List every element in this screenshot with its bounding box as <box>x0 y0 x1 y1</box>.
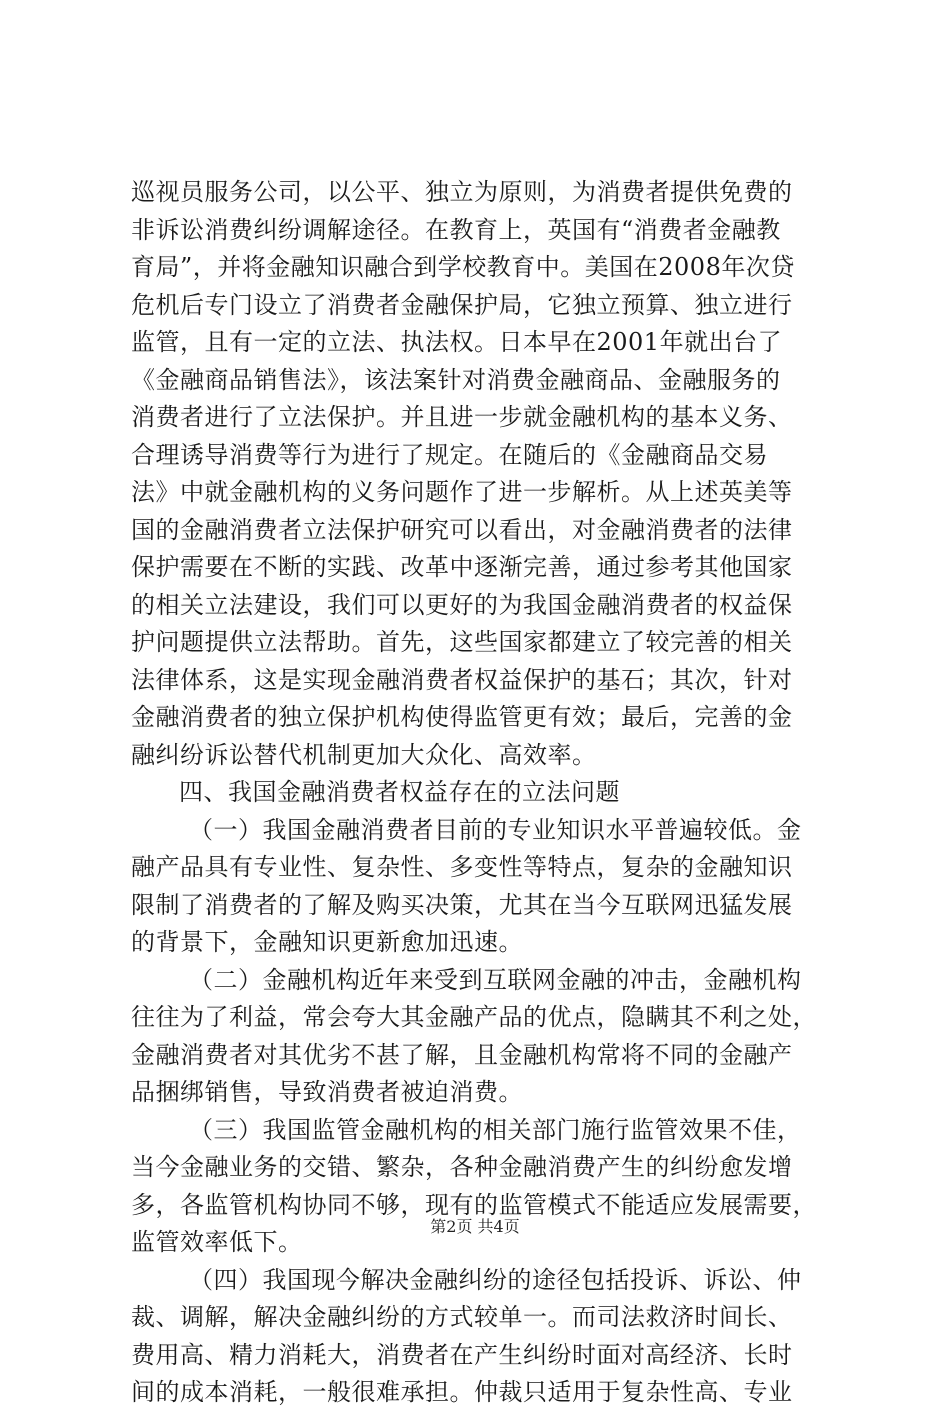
body-line: 《金融商品销售法》，该法案针对消费金融商品、金融服务的 <box>131 365 781 394</box>
body-line: 往往为了利益，常会夸大其金融产品的优点，隐瞒其不利之处， <box>131 1003 817 1031</box>
section-heading: 四、我国金融消费者权益存在的立法问题 <box>179 778 620 806</box>
body-line: 危机后专门设立了消费者金融保护局，它独立预算、独立进行 <box>131 290 793 319</box>
paragraph-first-line: （四）我国现今解决金融纠纷的途径包括投诉、诉讼、仲 <box>189 1265 802 1294</box>
page-number-footer: 第2页 共4页 <box>430 1217 520 1236</box>
paragraph-first-line: （二）金融机构近年来受到互联网金融的冲击，金融机构 <box>189 965 802 994</box>
body-line: 当今金融业务的交错、繁杂，各种金融消费产生的纠纷愈发增 <box>131 1153 793 1181</box>
body-line: 金融消费者对其优劣不甚了解，且金融机构常将不同的金融产 <box>131 1040 793 1069</box>
body-line: 护问题提供立法帮助。首先，这些国家都建立了较完善的相关 <box>131 628 793 656</box>
body-line: 多，各监管机构协同不够，现有的监管模式不能适应发展需要， <box>131 1190 817 1219</box>
body-line: 监管效率低下。 <box>131 1228 303 1256</box>
body-line: 国的金融消费者立法保护研究可以看出，对金融消费者的法律 <box>131 515 793 544</box>
body-line: 品捆绑销售，导致消费者被迫消费。 <box>131 1078 523 1106</box>
body-line: 育局”，并将金融知识融合到学校教育中。美国在2008年次贷 <box>131 253 795 281</box>
body-line: 间的成本消耗，一般很难承担。仲裁只适用于复杂性高、专业 <box>131 1378 793 1406</box>
body-line: 保护需要在不断的实践、改革中逐渐完善，通过参考其他国家 <box>131 553 793 581</box>
body-line: 非诉讼消费纠纷调解途径。在教育上，英国有“消费者金融教 <box>131 215 781 244</box>
body-line: 法律体系，这是实现金融消费者权益保护的基石；其次，针对 <box>131 665 793 694</box>
body-line: 消费者进行了立法保护。并且进一步就金融机构的基本义务、 <box>131 403 793 431</box>
body-line: 金融消费者的独立保护机构使得监管更有效；最后，完善的金 <box>131 703 793 731</box>
body-line: 费用高、精力消耗大，消费者在产生纠纷时面对高经济、长时 <box>131 1340 793 1369</box>
body-line: 的相关立法建设，我们可以更好的为我国金融消费者的权益保 <box>131 590 793 619</box>
body-line: 限制了消费者的了解及购买决策，尤其在当今互联网迅猛发展 <box>131 890 793 919</box>
body-line: 合理诱导消费等行为进行了规定。在随后的《金融商品交易 <box>131 440 768 469</box>
body-line: 裁、调解，解决金融纠纷的方式较单一。而司法救济时间长、 <box>131 1303 793 1331</box>
body-line: 融产品具有专业性、复杂性、多变性等特点，复杂的金融知识 <box>131 853 793 881</box>
body-line: 法》中就金融机构的义务问题作了进一步解析。从上述英美等 <box>131 478 793 506</box>
paragraph-first-line: （一）我国金融消费者目前的专业知识水平普遍较低。金 <box>189 815 802 844</box>
body-line: 巡视员服务公司，以公平、独立为原则，为消费者提供免费的 <box>131 178 793 206</box>
body-line: 融纠纷诉讼替代机制更加大众化、高效率。 <box>131 740 597 769</box>
body-line: 监管，且有一定的立法、执法权。日本早在2001年就出台了 <box>131 328 783 356</box>
paragraph-first-line: （三）我国监管金融机构的相关部门施行监管效果不佳， <box>189 1115 802 1144</box>
body-line: 的背景下，金融知识更新愈加迅速。 <box>131 928 523 956</box>
